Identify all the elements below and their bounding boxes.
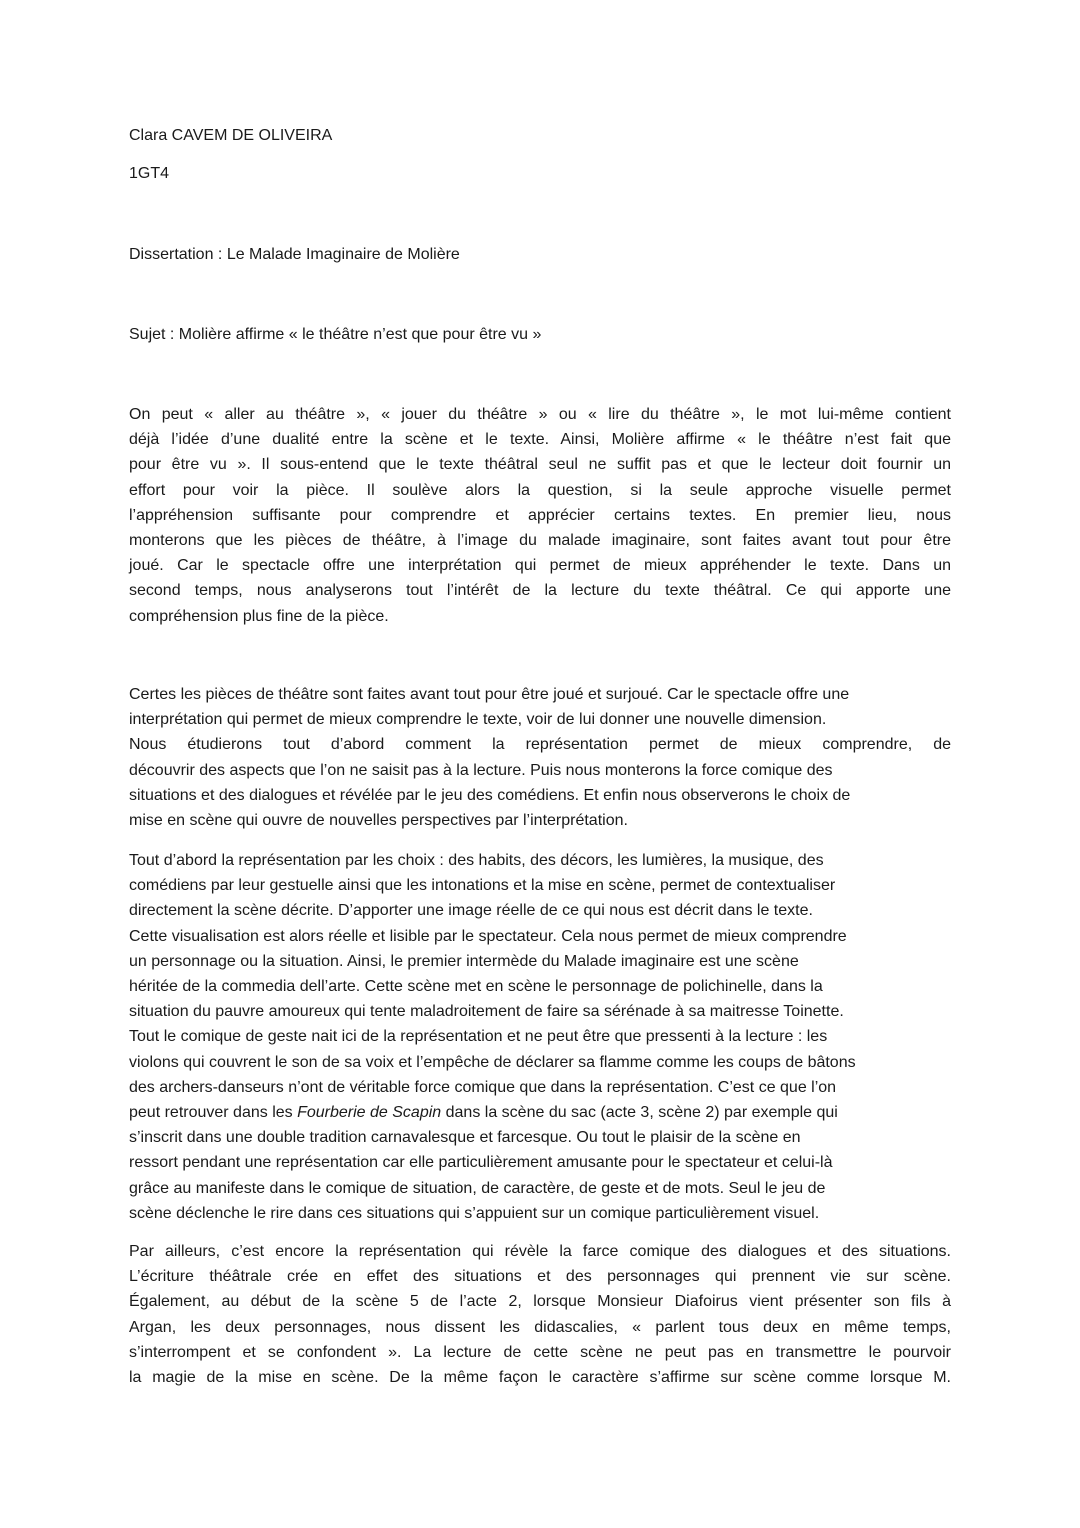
part2-paragraph [129,848,951,1226]
part2-line: des archers-danseurs n’ont de véritable force comique que dans la représentation. C’est ce que l’on [129,1078,837,1096]
part2-line: ressort pendant une représentation car elle particulièrement amusante pour le spectateur et celui-là [129,1154,833,1172]
intro-line: second temps, nous analyserons tout l’intérêt de la lecture du texte théâtral. Ce qui apporte une [129,582,951,600]
part2-line: situation du pauvre amoureux qui tente maladroitement de faire sa sérénade à sa maitresse Toinette. [129,1003,844,1021]
part3-line: Également, au début de la scène 5 de l’acte 2, lorsque Monsieur Diafoirus vient présenter son fils à [129,1293,951,1311]
part1-line: Certes les pièces de théâtre sont faites avant tout pour être joué et surjoué. Car le spectacle offre une [129,686,850,703]
part3-line: Argan, les deux personnages, nous dissent les didascalies, « parlent tous deux en même temps, [129,1318,951,1336]
part1-line: interprétation qui permet de mieux comprendre le texte, voir de lui donner une nouvelle dimension. [129,711,827,729]
part2-line: comédiens par leur gestuelle ainsi que les intonations et la mise en scène, permet de contextualiser [129,877,836,895]
part3-line: Par ailleurs, c’est encore la représentation qui révèle la farce comique des dialogues et des situations. [129,1243,951,1260]
part2-line-scapin [129,1100,951,1125]
scapin-post-text: dans la scène du sac (acte 3, scène 2) par exemple qui [441,1104,838,1122]
intro-line: compréhension plus fine de la pièce. [129,607,389,625]
intro-line: pour être vu ». Il sous-entend que le texte théâtral seul ne suffit pas et que le lecteur doit fournir un [129,456,951,474]
part1-line: situations et des dialogues et révélée par le jeu des comédiens. Et enfin nous observerons le choix de [129,786,851,804]
part1-line: mise en scène qui ouvre de nouvelles perspectives par l’interprétation. [129,812,628,830]
intro-line: On peut « aller au théâtre », « jouer du théâtre » ou « lire du théâtre », le mot lui-même contient [129,406,951,423]
part2-line: violons qui couvrent le son de sa voix et l’empêche de déclarer sa flamme comme les coups de bâtons [129,1053,856,1071]
intro-line: monterons que les pièces de théâtre, à l’image du malade imaginaire, sont faites avant tout pour être [129,532,951,550]
scapin-pre-text: peut retrouver dans les [129,1104,298,1122]
part2-line: scène déclenche le rire dans ces situations qui s’appuient sur un comique particulièrement visuel. [129,1204,820,1222]
part1-line: découvrir des aspects que l’on ne saisit pas à la lecture. Puis nous monterons la force comique des [129,761,833,779]
part2-line: Cette visualisation est alors réelle et lisible par le spectateur. Cela nous permet de mieux comprendre [129,927,847,945]
part2-line: héritée de la commedia dell’arte. Cette scène met en scène le personnage de polichinelle, dans la [129,978,823,996]
class-label: 1GT4 [129,165,170,182]
intro-paragraph [129,402,951,629]
part2-line: s’inscrit dans une double tradition carnavalesque et farcesque. Ou tout le plaisir de la scène en [129,1129,801,1147]
part2-line: un personnage ou la situation. Ainsi, le premier intermède du Malade imaginaire est une scène [129,952,799,970]
part3-paragraph [129,1239,951,1390]
part2-line: grâce au manifeste dans le comique de situation, de caractère, de geste et de mots. Seul le jeu de [129,1179,826,1197]
part1-line: Nous étudierons tout d’abord comment la représentation permet de mieux comprendre, de [129,736,951,754]
document-title: Dissertation : Le Malade Imaginaire de Molière [129,246,460,263]
intro-line: l’appréhension suffisante pour comprendre et apprécier certains textes. En premier lieu, nous [129,506,951,524]
part2-line: directement la scène décrite. D’apporter une image réelle de ce qui nous est décrit dans le texte. [129,902,813,920]
subject-line: Sujet : Molière affirme « le théâtre n’est que pour être vu » [129,326,542,343]
part3-line: L’écriture théâtrale crée en effet des situations et des personnages qui prennent vie sur scène. [129,1268,951,1286]
part1-paragraph [129,682,951,833]
intro-line: joué. Car le spectacle offre une interprétation qui permet de mieux appréhender le texte. Dans un [129,557,951,575]
part2-line: Tout le comique de geste nait ici de la représentation et ne peut être que pressenti à la lecture : les [129,1028,828,1046]
part3-line: s’interrompent et se confondent ». La lecture de cette scène ne peut pas en transmettre le pourvoir [129,1343,951,1361]
part2-line: Tout d’abord la représentation par les choix : des habits, des décors, les lumières, la musique, des [129,852,824,869]
author-name: Clara CAVEM DE OLIVEIRA [129,127,333,144]
intro-line: déjà l’idée d’une dualité entre la scène et le texte. Ainsi, Molière affirme « le théâtre n’est fait que [129,431,951,449]
intro-line: effort pour voir la pièce. Il soulève alors la question, si la seule approche visuelle permet [129,481,951,499]
part3-line: la magie de la mise en scène. De la même façon le caractère s’affirme sur scène comme lorsque M. [129,1369,951,1387]
scapin-title: Fourberie de Scapin [297,1104,442,1122]
